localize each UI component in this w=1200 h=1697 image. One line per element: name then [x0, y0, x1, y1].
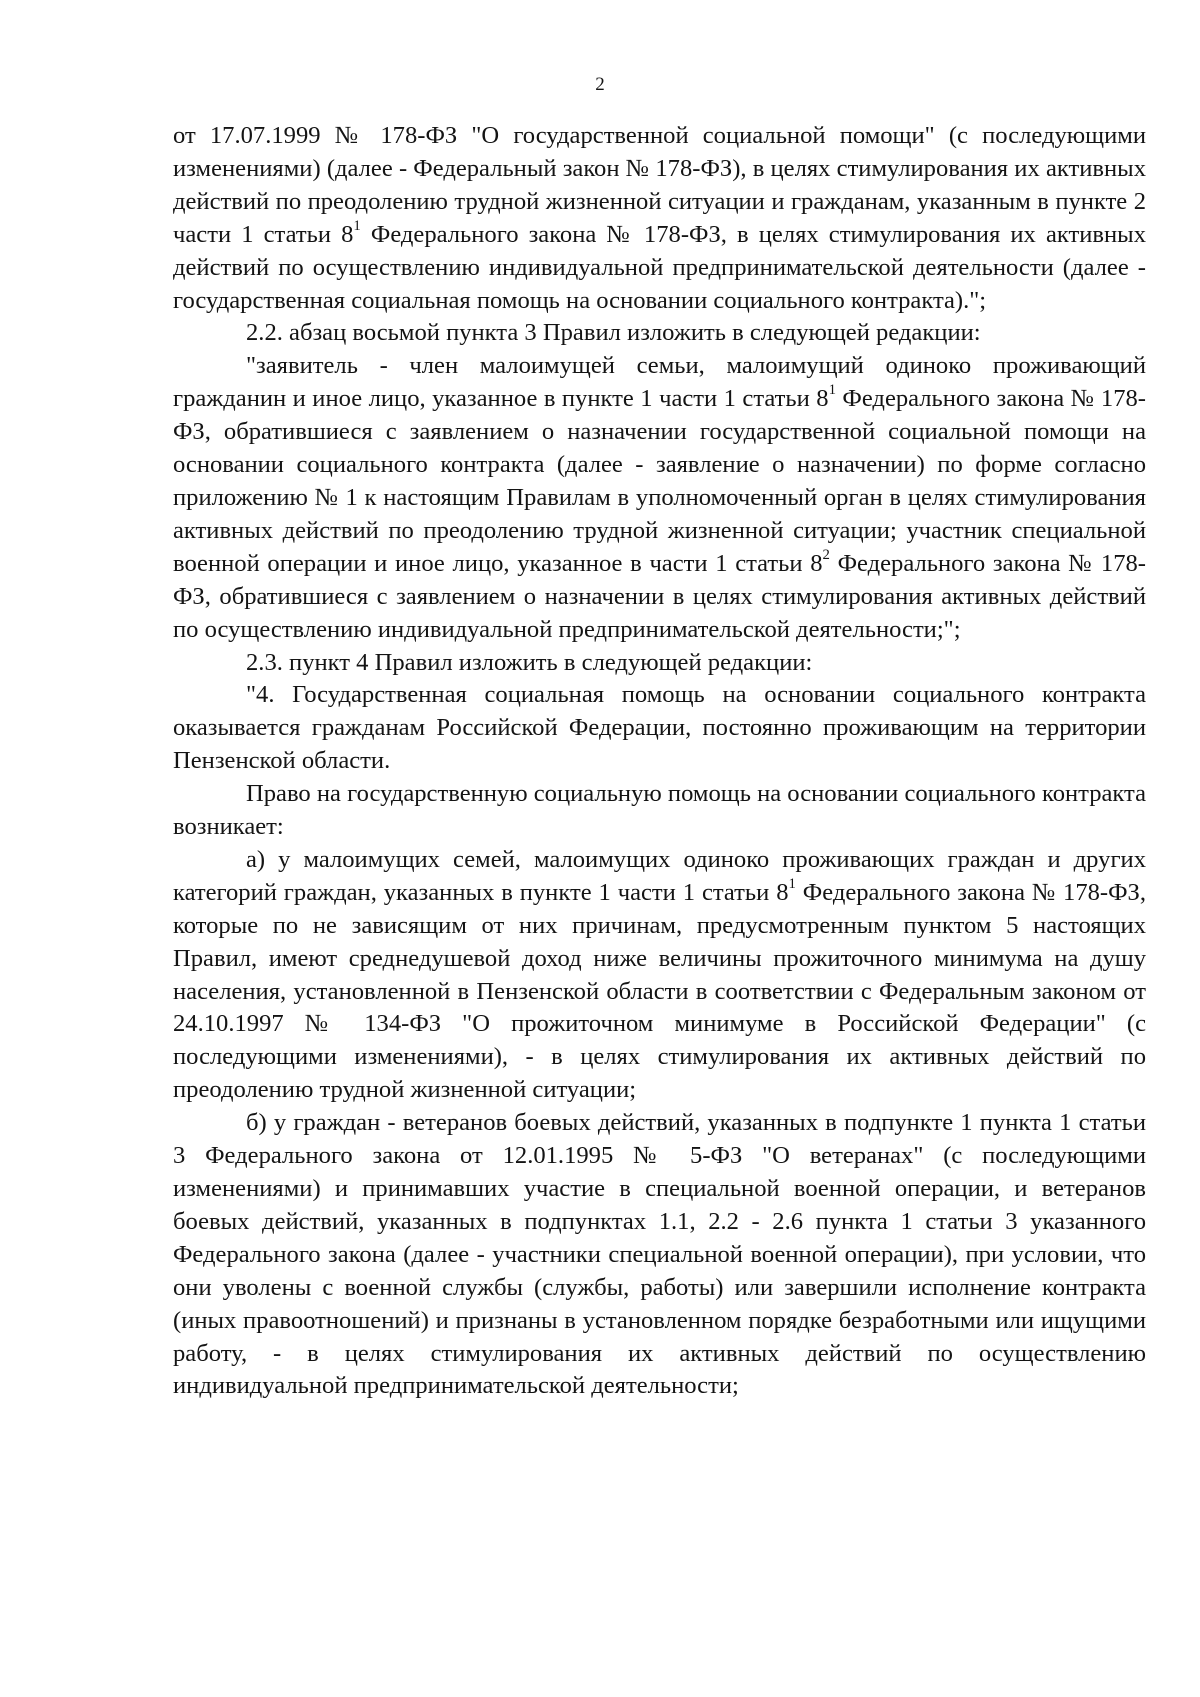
text-run: Право на государственную социальную помощь на основании социального контракта возникает:	[173, 780, 1146, 841]
superscript-index: 1	[828, 382, 836, 399]
text-run: б) у граждан - ветеранов боевых действий, указанных в подпункте 1 пункта 1 статьи 3 Федерального закона от 12.01.1995 № 5-ФЗ "О ветеранах" (с последующими изменениями) и принимавших участие в специальной военной операции, и ветеранов боевых действий, указанных в подпунктах 1.1, 2.2 - 2.6 пункта 1 статьи 3 указанного Федерального закона (далее - участники специальной военной операции), при условии, что они уволены с военной службы (службы, работы) или завершили исполнение контракта (иных правоотношений) и признаны в установленном порядке безработными или ищущими работу, - в целях стимулирования их активных действий по осуществлению индивидуальной предпринимательской деятельности;	[173, 1109, 1146, 1400]
text-run: Федерального закона № 178-ФЗ, обратившиеся с заявлением о назначении государственной социальной помощи на основании социального контракта (далее - заявление о назначении) по форме согласно приложению № 1 к настоящим Правилам в уполномоченный орган в целях стимулирования активных действий по преодолению трудной жизненной ситуации; участник специальной военной операции и иное лицо, указанное в части 1 статьи 8	[173, 385, 1146, 577]
text-run: 2.3. пункт 4 Правил изложить в следующей редакции:	[246, 648, 813, 676]
page-number: 2	[595, 74, 605, 95]
text-run: а) у малоимущих семей, малоимущих одиноко проживающих граждан и других категорий граждан, указанных в пункте 1 части 1 статьи 8	[173, 845, 1146, 906]
text-run: "4. Государственная социальная помощь на основании социального контракта оказывается гражданам Российской Федерации, постоянно проживающим на территории Пензенской области.	[173, 681, 1146, 775]
superscript-index: 1	[353, 217, 361, 234]
paragraph	[173, 317, 1146, 350]
text-run: Федерального закона № 178-ФЗ, обратившиеся с заявлением о назначении в целях стимулирования активных действий по осуществлению индивидуальной предпринимательской деятельности;";	[173, 549, 1146, 643]
paragraph	[173, 120, 1146, 317]
text-run: Федерального закона № 178-ФЗ, в целях стимулирования их активных действий по осуществлению индивидуальной предпринимательской деятельности (далее - государственная социальная помощь на основании социального контракта).";	[173, 220, 1146, 314]
text-run: Федерального закона № 178-ФЗ, которые по не зависящим от них причинам, предусмотренным пунктом 5 настоящих Правил, имеют среднедушевой доход ниже величины прожиточного минимума на душу населения, установленной в Пензенской области в соответствии с Федеральным законом от 24.10.1997 № 134-ФЗ "О прожиточном минимуме в Российской Федерации" (с последующими изменениями), - в целях стимулирования их активных действий по преодолению трудной жизненной ситуации;	[173, 878, 1146, 1104]
document-body	[173, 120, 1146, 1403]
paragraph	[173, 679, 1146, 778]
paragraph	[173, 1107, 1146, 1403]
paragraph	[173, 350, 1146, 646]
paragraph	[173, 647, 1146, 680]
text-run: "заявитель - член малоимущей семьи, малоимущий одиноко проживающий гражданин и иное лицо, указанное в пункте 1 части 1 статьи 8	[173, 352, 1146, 413]
superscript-index: 2	[822, 546, 830, 563]
text-run: от 17.07.1999 № 178-ФЗ "О государственной социальной помощи" (с последующими изменениями) (далее - Федеральный закон № 178-ФЗ), в целях стимулирования их активных действий по преодолению трудной жизненной ситуации и гражданам, указанным в пункте 2 части 1 статьи 8	[173, 122, 1146, 248]
paragraph	[173, 844, 1146, 1107]
text-run: 2.2. абзац восьмой пункта 3 Правил изложить в следующей редакции:	[246, 319, 981, 347]
paragraph	[173, 778, 1146, 844]
superscript-index: 1	[788, 876, 796, 893]
